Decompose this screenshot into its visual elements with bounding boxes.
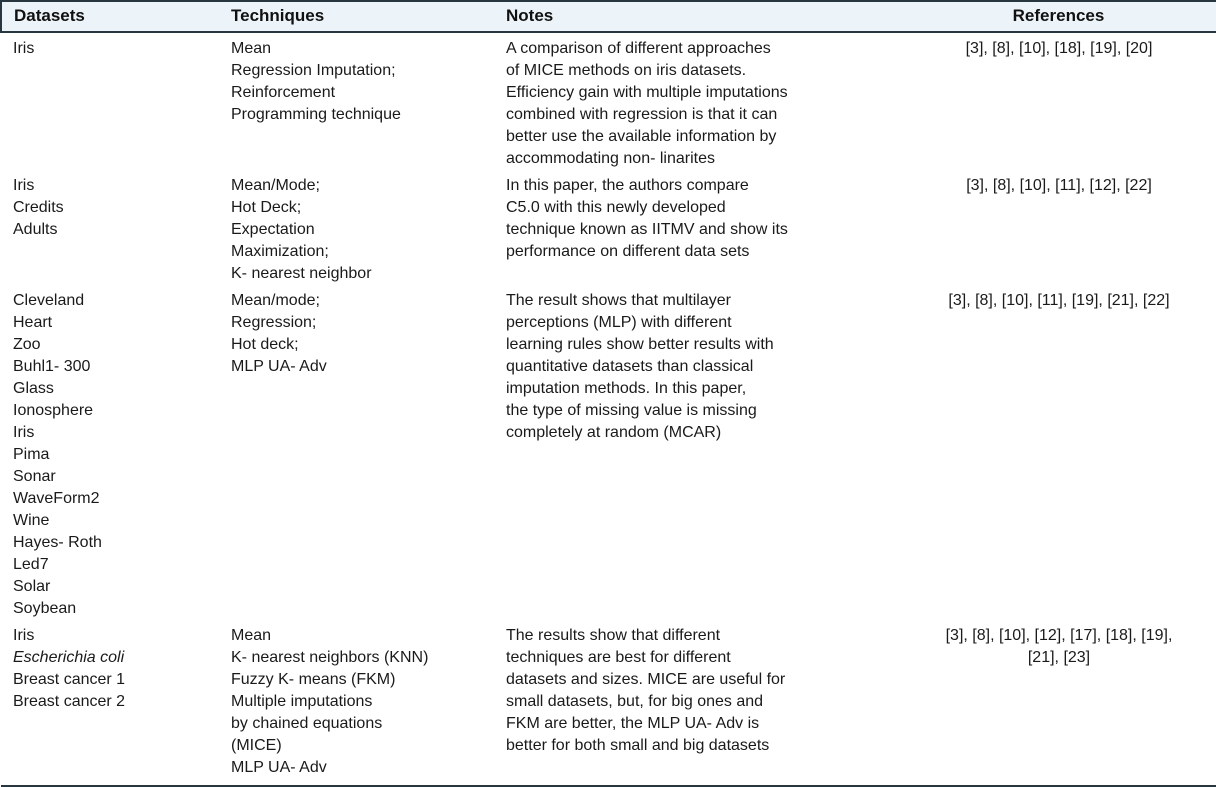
column-header-techniques: Techniques [231, 1, 506, 32]
note-line: learning rules show better results with [506, 336, 774, 353]
technique-line: MLP UA- Adv [231, 358, 327, 375]
technique-line: Mean [231, 40, 272, 57]
note-line: combined with regression is that it can [506, 106, 778, 123]
dataset-line: Escherichia coli [13, 649, 125, 666]
dataset-line: Cleveland [13, 292, 85, 309]
technique-line: Mean [231, 627, 272, 644]
table-row [1, 170, 1216, 285]
technique-line: K- nearest neighbors (KNN) [231, 649, 429, 666]
dataset-line: Zoo [13, 336, 41, 353]
notes-cell [506, 32, 901, 170]
notes-cell [506, 170, 901, 285]
dataset-line: Ionosphere [13, 402, 94, 419]
techniques-cell [231, 285, 506, 620]
dataset-line: Pima [13, 446, 50, 463]
technique-line: Expectation [231, 221, 315, 238]
note-line: better for both small and big datasets [506, 737, 770, 754]
dataset-line: Iris [13, 177, 35, 194]
column-header-notes: Notes [506, 1, 901, 32]
datasets-cell [1, 620, 231, 786]
table-body [1, 32, 1216, 786]
notes-cell [506, 620, 901, 786]
technique-line: Regression; [231, 314, 317, 331]
dataset-line: Adults [13, 221, 58, 238]
note-line: imputation methods. In this paper, [506, 380, 747, 397]
references-cell [901, 32, 1216, 170]
table-header-row [1, 1, 1216, 32]
dataset-line: Breast cancer 1 [13, 671, 126, 688]
note-line: FKM are better, the MLP UA- Adv is [506, 715, 760, 732]
technique-line: Programming technique [231, 106, 401, 123]
dataset-line: Buhl1- 300 [13, 358, 91, 375]
dataset-line: Iris [13, 627, 35, 644]
note-line: A comparison of different approaches [506, 40, 771, 57]
technique-line: Multiple imputations [231, 693, 373, 710]
technique-line: K- nearest neighbor [231, 265, 372, 282]
references-cell [901, 170, 1216, 285]
reference-line: [21], [23] [1027, 649, 1091, 666]
technique-line: Mean/Mode; [231, 177, 320, 194]
note-line: In this paper, the authors compare [506, 177, 749, 194]
technique-line: Mean/mode; [231, 292, 320, 309]
note-line: the type of missing value is missing [506, 402, 757, 419]
dataset-line: Wine [13, 512, 50, 529]
note-line: C5.0 with this newly developed [506, 199, 726, 216]
references-cell [901, 620, 1216, 786]
techniques-cell [231, 170, 506, 285]
dataset-line: Sonar [13, 468, 56, 485]
technique-line: Hot Deck; [231, 199, 302, 216]
datasets-cell [1, 170, 231, 285]
note-line: completely at random (MCAR) [506, 424, 722, 441]
datasets-cell [1, 285, 231, 620]
dataset-line: WaveForm2 [13, 490, 100, 507]
technique-line: Regression Imputation; [231, 62, 396, 79]
table-row [1, 285, 1216, 620]
reference-line: [3], [8], [10], [11], [12], [22] [966, 177, 1152, 194]
dataset-line: Breast cancer 2 [13, 693, 126, 710]
table-row [1, 620, 1216, 786]
note-line: Efficiency gain with multiple imputations [506, 84, 788, 101]
note-line: better use the available information by [506, 128, 777, 145]
column-header-references: References [901, 1, 1216, 32]
reference-line: [3], [8], [10], [11], [19], [21], [22] [948, 292, 1170, 309]
column-header-datasets: Datasets [1, 1, 231, 32]
dataset-line: Hayes- Roth [13, 534, 102, 551]
dataset-line: Solar [13, 578, 51, 595]
technique-line: Maximization; [231, 243, 329, 260]
table-row [1, 32, 1216, 170]
note-line: techniques are best for different [506, 649, 731, 666]
dataset-line: Soybean [13, 600, 77, 617]
note-line: performance on different data sets [506, 243, 750, 260]
reference-line: [3], [8], [10], [18], [19], [20] [965, 40, 1153, 57]
technique-line: Fuzzy K- means (FKM) [231, 671, 396, 688]
techniques-cell [231, 32, 506, 170]
note-line: accommodating non- linarites [506, 150, 715, 167]
technique-line: by chained equations [231, 715, 383, 732]
dataset-line: Heart [13, 314, 53, 331]
technique-line: Reinforcement [231, 84, 336, 101]
technique-line: (MICE) [231, 737, 282, 754]
note-line: of MICE methods on iris datasets. [506, 62, 747, 79]
note-line: small datasets, but, for big ones and [506, 693, 764, 710]
note-line: quantitative datasets than classical [506, 358, 754, 375]
references-cell [901, 285, 1216, 620]
note-line: perceptions (MLP) with different [506, 314, 732, 331]
dataset-line: Led7 [13, 556, 49, 573]
technique-line: MLP UA- Adv [231, 759, 327, 776]
note-line: The result shows that multilayer [506, 292, 731, 309]
techniques-cell [231, 620, 506, 786]
notes-cell [506, 285, 901, 620]
dataset-line: Iris [13, 424, 35, 441]
reference-line: [3], [8], [10], [12], [17], [18], [19], [945, 627, 1173, 644]
note-line: technique known as IITMV and show its [506, 221, 788, 238]
dataset-line: Iris [13, 40, 35, 57]
note-line: The results show that different [506, 627, 721, 644]
dataset-line: Credits [13, 199, 64, 216]
datasets-cell [1, 32, 231, 170]
note-line: datasets and sizes. MICE are useful for [506, 671, 786, 688]
dataset-line: Glass [13, 380, 54, 397]
table-header [1, 1, 1216, 32]
technique-line: Hot deck; [231, 336, 299, 353]
